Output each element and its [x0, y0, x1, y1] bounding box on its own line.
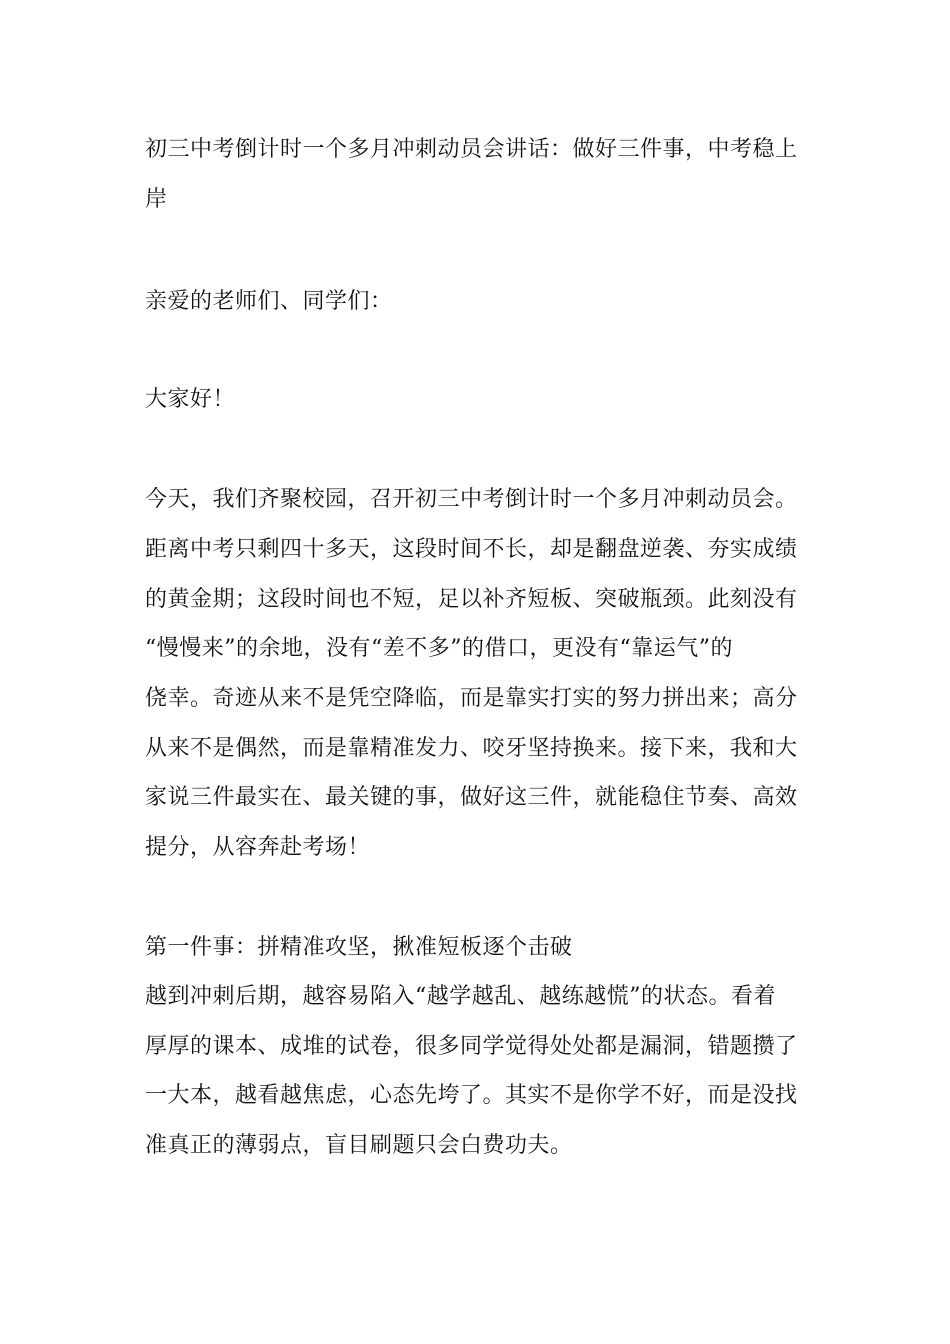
title-line-2: 岸 [145, 187, 168, 212]
greeting: 大家好！ [145, 387, 236, 412]
intro-line: 从来不是偶然，而是靠精准发力、咬牙坚持换来。接下来，我和大 [145, 736, 798, 761]
intro-line: 今天，我们齐聚校园，召开初三中考倒计时一个多月冲刺动员会。 [145, 487, 798, 512]
section-heading: 第一件事：拼精准攻坚，揪准短板逐个击破 [145, 935, 573, 960]
intro-line: 提分，从容奔赴考场！ [145, 835, 371, 860]
intro-line: 距离中考只剩四十多天，这段时间不长，却是翻盘逆袭、夯实成绩 [145, 537, 798, 562]
intro-line: 家说三件最实在、最关键的事，做好这三件，就能稳住节奏、高效 [145, 785, 798, 810]
section-line: 一大本，越看越焦虑，心态先垮了。其实不是你学不好，而是没找 [145, 1083, 798, 1108]
salutation: 亲爱的老师们、同学们： [145, 289, 393, 314]
section-line: 越到冲刺后期，越容易陷入“越学越乱、越练越慌”的状态。看着 [145, 984, 776, 1009]
intro-line: 侥幸。奇迹从来不是凭空降临，而是靠实打实的努力拼出来；高分 [145, 686, 798, 711]
intro-line: “慢慢来”的余地，没有“差不多”的借口，更没有“靠运气”的 [145, 636, 733, 661]
title-line-1: 初三中考倒计时一个多月冲刺动员会讲话：做好三件事，中考稳上 [145, 137, 798, 162]
section-line: 准真正的薄弱点，盲目刷题只会白费功夫。 [145, 1133, 573, 1158]
section-line: 厚厚的课本、成堆的试卷，很多同学觉得处处都是漏洞，错题攒了 [145, 1034, 798, 1059]
intro-line: 的黄金期；这段时间也不短，足以补齐短板、突破瓶颈。此刻没有 [145, 587, 798, 612]
